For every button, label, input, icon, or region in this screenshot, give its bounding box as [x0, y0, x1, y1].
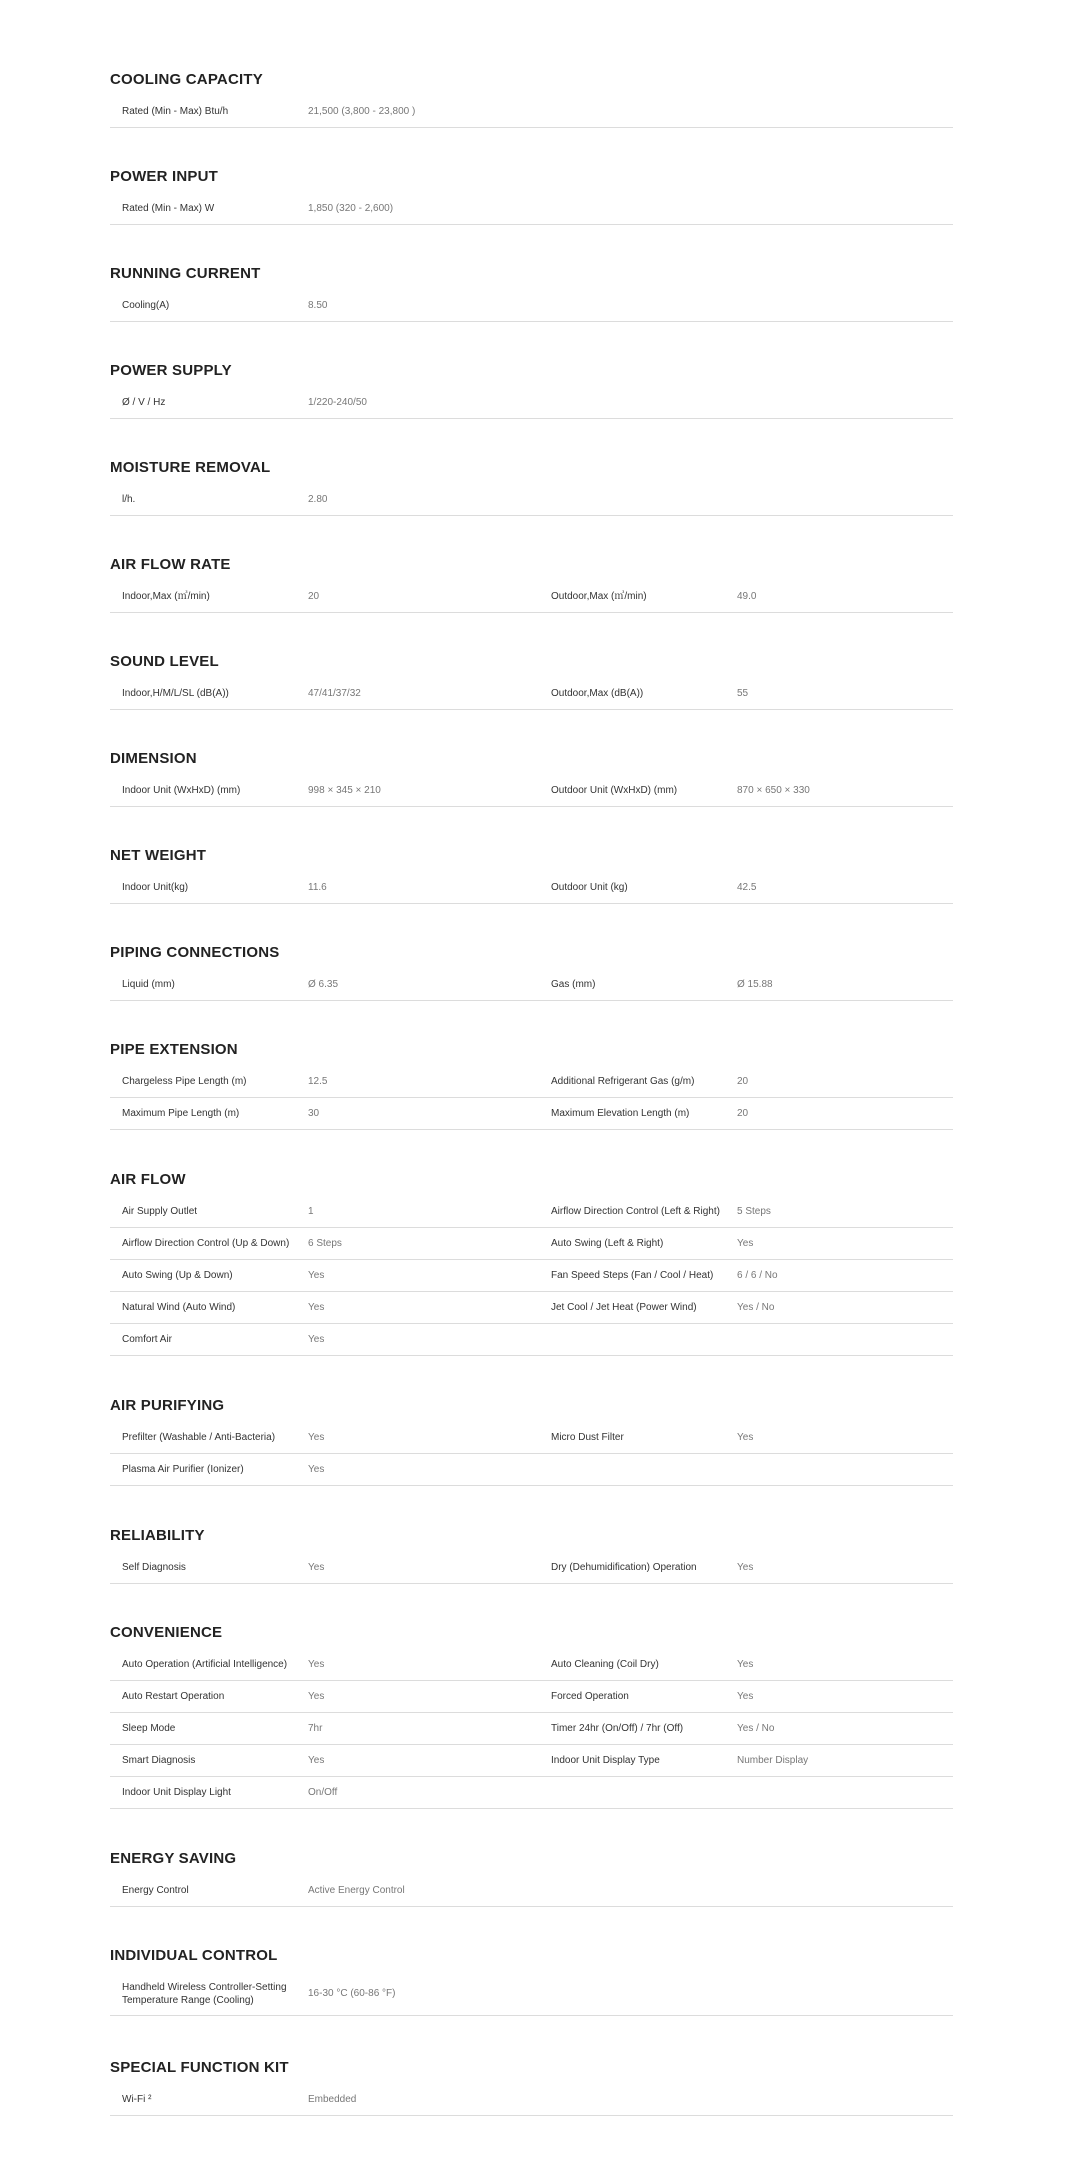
spec-table — [110, 387, 953, 419]
section-title: SPECIAL FUNCTION KIT — [110, 2059, 289, 2076]
spec-value: Number Display — [737, 1755, 809, 1766]
spec-label: Indoor Unit Display Light — [122, 1787, 231, 1798]
section-title: MOISTURE REMOVAL — [110, 459, 271, 476]
spec-table — [110, 1422, 953, 1486]
spec-row — [110, 1196, 953, 1228]
spec-row — [110, 96, 953, 128]
spec-value: 47/41/37/32 — [308, 688, 361, 699]
spec-value: 42.5 — [737, 882, 757, 893]
spec-label: Indoor,Max (㎥/min) — [122, 591, 210, 602]
spec-row — [110, 1972, 953, 2016]
spec-label: Additional Refrigerant Gas (g/m) — [551, 1076, 695, 1087]
spec-label: Auto Operation (Artificial Intelligence) — [122, 1659, 288, 1670]
spec-row — [110, 193, 953, 225]
spec-label: Natural Wind (Auto Wind) — [122, 1302, 236, 1313]
spec-value: 1/220-240/50 — [308, 397, 367, 408]
section-title: PIPE EXTENSION — [110, 1041, 238, 1058]
spec-row — [110, 775, 953, 807]
spec-label: Gas (mm) — [551, 979, 596, 990]
spec-value: 49.0 — [737, 591, 757, 602]
spec-value: Yes — [308, 1464, 325, 1475]
spec-value: 12.5 — [308, 1076, 328, 1087]
spec-value: 998 × 345 × 210 — [308, 785, 381, 796]
spec-value: Yes — [308, 1334, 325, 1345]
spec-label: Airflow Direction Control (Up & Down) — [122, 1238, 290, 1249]
spec-value: 30 — [308, 1108, 320, 1119]
spec-label: Maximum Elevation Length (m) — [551, 1108, 690, 1119]
spec-table — [110, 96, 953, 128]
section-title: AIR FLOW RATE — [110, 556, 231, 573]
spec-row — [110, 290, 953, 322]
section-title: CONVENIENCE — [110, 1624, 223, 1641]
spec-label: Timer 24hr (On/Off) / 7hr (Off) — [551, 1723, 684, 1734]
spec-row — [110, 387, 953, 419]
section-title: PIPING CONNECTIONS — [110, 944, 280, 961]
spec-label: Indoor Unit(kg) — [122, 882, 189, 893]
section-title: RELIABILITY — [110, 1527, 205, 1544]
spec-value: Yes — [308, 1432, 325, 1443]
spec-value: Yes — [308, 1755, 325, 1766]
spec-row — [110, 1324, 953, 1356]
section-title: ENERGY SAVING — [110, 1850, 237, 1867]
spec-row — [110, 1098, 953, 1130]
spec-label: Auto Swing (Left & Right) — [551, 1238, 664, 1249]
spec-value: 20 — [308, 591, 320, 602]
spec-value: 5 Steps — [737, 1206, 771, 1217]
spec-row — [110, 2084, 953, 2116]
spec-row — [110, 1745, 953, 1777]
spec-row — [110, 1292, 953, 1324]
spec-label: Maximum Pipe Length (m) — [122, 1108, 240, 1119]
section-title: COOLING CAPACITY — [110, 71, 263, 88]
spec-label: Outdoor,Max (dB(A)) — [551, 688, 644, 699]
spec-value: Yes — [737, 1562, 754, 1573]
spec-label: Auto Restart Operation — [122, 1691, 225, 1702]
spec-value: 20 — [737, 1108, 749, 1119]
spec-value: 6 / 6 / No — [737, 1270, 778, 1281]
spec-value: 1 — [308, 1206, 314, 1217]
spec-table — [110, 1196, 953, 1356]
spec-row — [110, 1228, 953, 1260]
spec-table — [110, 1552, 953, 1584]
spec-row — [110, 1552, 953, 1584]
spec-table — [110, 969, 953, 1001]
spec-value: 21,500 (3,800 - 23,800 ) — [308, 106, 416, 117]
spec-row — [110, 1260, 953, 1292]
spec-row — [110, 1454, 953, 1486]
spec-table — [110, 1875, 953, 1907]
section-title: POWER INPUT — [110, 168, 219, 185]
spec-row — [110, 484, 953, 516]
spec-table — [110, 2084, 953, 2116]
spec-label: Sleep Mode — [122, 1723, 176, 1734]
spec-value: 8.50 — [308, 300, 328, 311]
spec-row — [110, 678, 953, 710]
section-title: RUNNING CURRENT — [110, 265, 261, 282]
spec-value: Ø 15.88 — [737, 979, 773, 990]
section-title: DIMENSION — [110, 750, 197, 767]
spec-label: Airflow Direction Control (Left & Right) — [551, 1206, 720, 1217]
spec-table — [110, 581, 953, 613]
spec-label: Rated (Min - Max) Btu/h — [122, 106, 229, 117]
spec-row — [110, 1875, 953, 1907]
spec-label: Dry (Dehumidification) Operation — [551, 1562, 697, 1573]
spec-row — [110, 1713, 953, 1745]
spec-label: Fan Speed Steps (Fan / Cool / Heat) — [551, 1270, 714, 1281]
section-title: POWER SUPPLY — [110, 362, 232, 379]
spec-label: Auto Swing (Up & Down) — [122, 1270, 233, 1281]
spec-value: Yes — [308, 1270, 325, 1281]
spec-row — [110, 1777, 953, 1809]
spec-label: Rated (Min - Max) W — [122, 203, 215, 214]
spec-label: Outdoor Unit (WxHxD) (mm) — [551, 785, 678, 796]
spec-label: Liquid (mm) — [122, 979, 175, 990]
spec-label: Outdoor,Max (㎥/min) — [551, 591, 647, 602]
spec-label: Auto Cleaning (Coil Dry) — [551, 1659, 659, 1670]
spec-value: On/Off — [308, 1787, 338, 1798]
spec-value: Yes — [308, 1659, 325, 1670]
spec-row — [110, 872, 953, 904]
spec-value: Yes — [737, 1432, 754, 1443]
spec-value: Yes — [308, 1691, 325, 1702]
spec-table — [110, 872, 953, 904]
spec-row — [110, 1066, 953, 1098]
spec-label: Self Diagnosis — [122, 1562, 186, 1573]
spec-value: 2.80 — [308, 494, 328, 505]
spec-label: Ø / V / Hz — [122, 397, 166, 408]
spec-table — [110, 678, 953, 710]
spec-row — [110, 969, 953, 1001]
spec-label: Micro Dust Filter — [551, 1432, 624, 1443]
spec-table — [110, 1649, 953, 1809]
spec-value: 1,850 (320 - 2,600) — [308, 203, 394, 214]
spec-row — [110, 1422, 953, 1454]
spec-label: Jet Cool / Jet Heat (Power Wind) — [551, 1302, 697, 1313]
spec-value: 16-30 °C (60-86 °F) — [308, 1988, 396, 1999]
spec-value: Ø 6.35 — [308, 979, 339, 990]
spec-value: 6 Steps — [308, 1238, 342, 1249]
spec-value: 7hr — [308, 1723, 323, 1734]
section-title: NET WEIGHT — [110, 847, 207, 864]
spec-label: Comfort Air — [122, 1334, 173, 1345]
spec-value: 55 — [737, 688, 749, 699]
spec-value: 870 × 650 × 330 — [737, 785, 810, 796]
spec-value: Yes — [308, 1302, 325, 1313]
spec-label: Indoor Unit Display Type — [551, 1755, 660, 1766]
spec-label: Indoor,H/M/L/SL (dB(A)) — [122, 688, 229, 699]
spec-label: Plasma Air Purifier (Ionizer) — [122, 1464, 244, 1475]
spec-table — [110, 1066, 953, 1130]
spec-label: Handheld Wireless Controller-Setting Temperature Range (Cooling) — [122, 1981, 287, 2006]
spec-table — [110, 484, 953, 516]
spec-label: Wi-Fi ² — [122, 2094, 152, 2105]
spec-value: Embedded — [308, 2094, 357, 2105]
spec-label: l/h. — [122, 494, 136, 505]
spec-row — [110, 1681, 953, 1713]
spec-value: Yes / No — [737, 1302, 775, 1313]
spec-label: Air Supply Outlet — [122, 1206, 198, 1217]
section-title: SOUND LEVEL — [110, 653, 219, 670]
spec-value: Yes / No — [737, 1723, 775, 1734]
section-title: AIR FLOW — [110, 1171, 186, 1188]
spec-label: Indoor Unit (WxHxD) (mm) — [122, 785, 241, 796]
spec-row — [110, 581, 953, 613]
section-title: AIR PURIFYING — [110, 1397, 225, 1414]
spec-value: Yes — [737, 1659, 754, 1670]
spec-label: Chargeless Pipe Length (m) — [122, 1076, 247, 1087]
spec-label: Forced Operation — [551, 1691, 629, 1702]
spec-label: Prefilter (Washable / Anti-Bacteria) — [122, 1432, 276, 1443]
spec-value: Yes — [737, 1238, 754, 1249]
spec-label: Outdoor Unit (kg) — [551, 882, 628, 893]
spec-value: Active Energy Control — [308, 1885, 405, 1896]
section-title: INDIVIDUAL CONTROL — [110, 1947, 278, 1964]
spec-table — [110, 193, 953, 225]
spec-value: Yes — [308, 1562, 325, 1573]
spec-table — [110, 775, 953, 807]
spec-table — [110, 290, 953, 322]
spec-value: Yes — [737, 1691, 754, 1702]
spec-label: Cooling(A) — [122, 300, 170, 311]
spec-table — [110, 1972, 953, 2016]
spec-label: Smart Diagnosis — [122, 1755, 196, 1766]
spec-label: Energy Control — [122, 1885, 189, 1896]
spec-value: 20 — [737, 1076, 749, 1087]
spec-row — [110, 1649, 953, 1681]
spec-value: 11.6 — [308, 882, 327, 893]
